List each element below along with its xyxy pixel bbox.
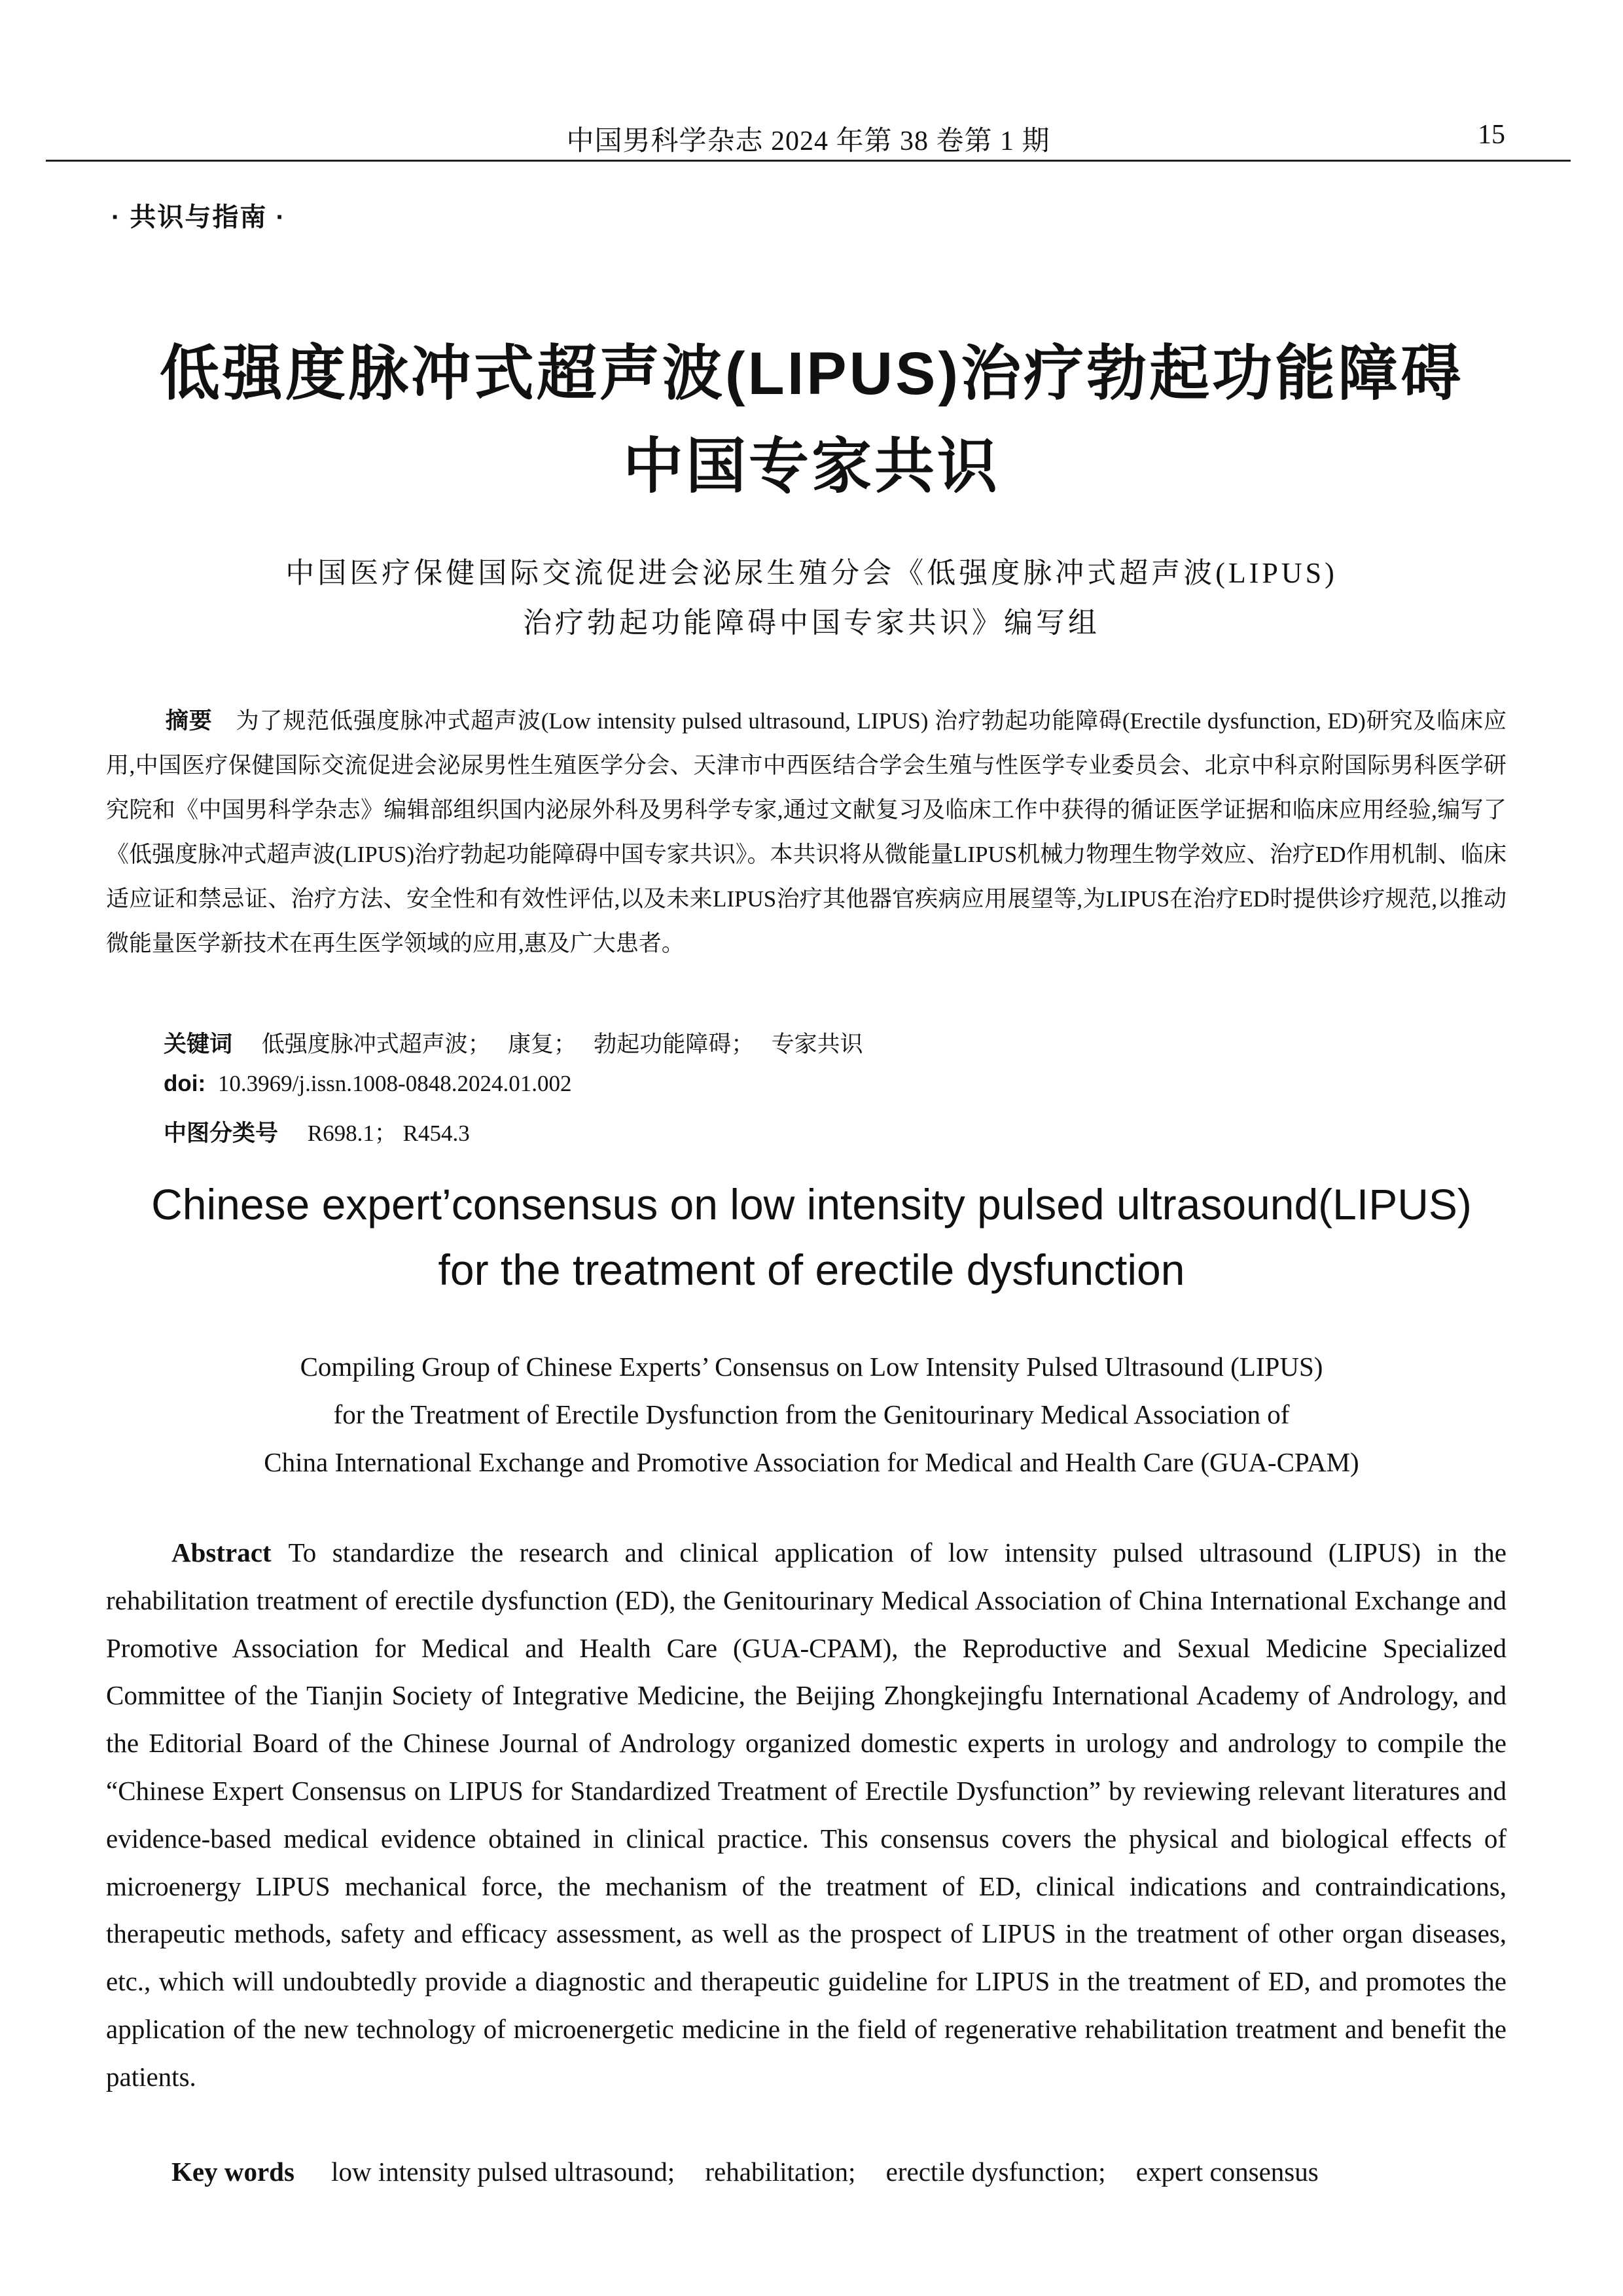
page-number: 15 — [1478, 120, 1505, 150]
clc-label: 中图分类号 — [164, 1121, 279, 1146]
chinese-keyword: 专家共识 — [771, 1031, 863, 1057]
english-authors-line-2: for the Treatment of Erectile Dysfunction from the Genitourinary Medical Association of — [333, 1399, 1290, 1429]
clc-line — [164, 1115, 470, 1148]
english-title — [39, 1172, 1584, 1302]
chinese-authors — [131, 548, 1492, 648]
chinese-keyword: 康复； — [508, 1031, 577, 1057]
doi-label: doi: — [164, 1071, 206, 1096]
chinese-keywords-label: 关键词 — [164, 1031, 233, 1057]
english-keywords — [171, 2156, 1319, 2187]
english-authors — [105, 1343, 1518, 1486]
running-header — [46, 111, 1571, 162]
english-title-line-1: Chinese expert’consensus on low intensity pulsed ultrasound(LIPUS) — [151, 1180, 1472, 1229]
section-tag: · 共识与指南 · — [111, 203, 286, 232]
chinese-abstract-text: 为了规范低强度脉冲式超声波(Low intensity pulsed ultrasound, LIPUS) 治疗勃起功能障碍(Erectile dysfunction, ED)研究及临床应用,中国医疗保健国际交流促进会泌尿男性生殖医学分会、天津市中西医结合学会生殖与性医学专业委员会、北京中科京附国际男科医学研究院和《中国男科学杂志》编辑部组织国内泌尿外科及男科学专家,通过文献复习及临床工作中获得的循证医学证据和临床应用经验,编写了《低强度脉冲式超声波(LIPUS)治疗勃起功能障碍中国专家共识》。本共识将从微能量LIPUS机械力物理生物学效应、治疗ED作用机制、临床适应证和禁忌证、治疗方法、安全性和有效性评估,以及未来LIPUS治疗其他器官疾病应用展望等,为LIPUS在治疗ED时提供诊疗规范,以推动微能量医学新技术在再生医学领域的应用,惠及广大患者。 — [106, 708, 1507, 956]
chinese-title-line-1: 低强度脉冲式超声波(LIPUS)治疗勃起功能障碍 — [159, 340, 1464, 407]
english-title-line-2: for the treatment of erectile dysfunction — [438, 1246, 1185, 1294]
clc-value: R698.1； R454.3 — [307, 1121, 470, 1146]
chinese-abstract — [106, 699, 1507, 966]
chinese-authors-line-2: 治疗勃起功能障碍中国专家共识》编写组 — [523, 607, 1100, 639]
chinese-keyword: 低强度脉冲式超声波； — [261, 1031, 491, 1057]
english-keyword: erectile dysfunction; — [885, 2157, 1106, 2187]
english-abstract-text: To standardize the research and clinical application of low intensity pulsed ultrasound (LIPUS) in the rehabilitation treatment of erectile dysfunction (ED), the Genitourinary Medical Association of China International Exchange and Promotive Association for Medical and Health Care (GUA-CPAM), the Reproductive and Sexual Medicine Specialized Committee of the Tianjin Society of Integrative Medicine, the Beijing Zhongkejingfu International Academy of Andrology, and the Editorial Board of the Chinese Journal of Andrology organized domestic experts in urology and andrology to compile the “Chinese Expert Consensus on LIPUS for Standardized Treatment of Erectile Dysfunction” by reviewing relevant literatures and evidence-based medical evidence obtained in clinical practice. This consensus covers the physical and biological effects of microenergy LIPUS mechanical force, the mechanism of the treatment of ED, clinical indications and contraindications, therapeutic methods, safety and efficacy assessment, as well as the prospect of LIPUS in the treatment of other organ diseases, etc., which will undoubtedly provide a diagnostic and therapeutic guideline for LIPUS in the treatment of ED, and promotes the application of the new technology of microenergetic medicine in the field of regenerative rehabilitation treatment and benefit the patients. — [106, 1537, 1507, 2092]
english-authors-line-3: China International Exchange and Promotive Association for Medical and Health Care (GUA-CPAM) — [264, 1447, 1359, 1477]
chinese-title-line-2: 中国专家共识 — [622, 433, 1000, 500]
english-authors-line-1: Compiling Group of Chinese Experts’ Consensus on Low Intensity Pulsed Ultrasound (LIPUS) — [300, 1352, 1323, 1382]
chinese-keyword: 勃起功能障碍； — [594, 1031, 755, 1057]
journal-issue: 中国男科学杂志 2024 年第 38 卷第 1 期 — [566, 126, 1050, 156]
chinese-keywords — [164, 1026, 863, 1059]
english-keyword: expert consensus — [1135, 2157, 1319, 2187]
doi-value: 10.3969/j.issn.1008-0848.2024.01.002 — [217, 1071, 572, 1096]
chinese-title — [79, 327, 1544, 513]
english-keyword: rehabilitation; — [705, 2157, 856, 2187]
english-abstract-label: Abstract — [171, 1537, 272, 1568]
english-keywords-label: Key words — [171, 2157, 294, 2187]
chinese-authors-line-1: 中国医疗保健国际交流促进会泌尿生殖分会《低强度脉冲式超声波(LIPUS) — [285, 557, 1338, 589]
english-abstract — [106, 1529, 1507, 2101]
doi-line — [164, 1071, 571, 1097]
chinese-abstract-label: 摘要 — [165, 708, 213, 734]
english-keyword: low intensity pulsed ultrasound; — [331, 2157, 675, 2187]
